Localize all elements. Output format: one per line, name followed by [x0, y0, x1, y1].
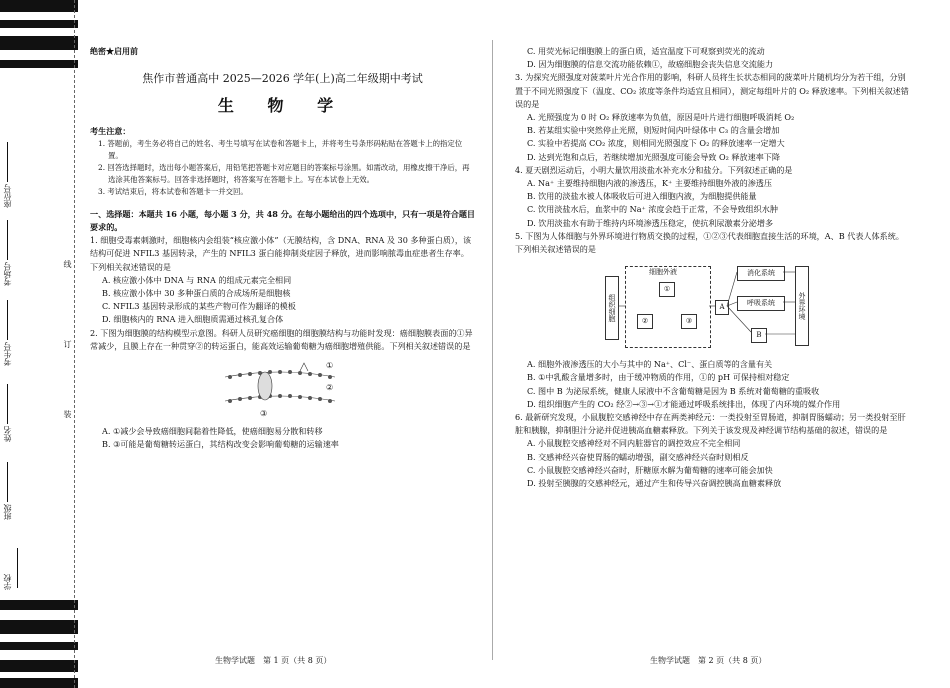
- option[interactable]: D. 投射至胰腺的交感神经元，通过产生和传导兴奋调控胰高血糖素释放: [527, 478, 782, 489]
- label-ecf: 细胞外液: [649, 268, 677, 277]
- option[interactable]: A. 核应激小体中 DNA 与 RNA 的组成元素完全相同: [102, 274, 292, 285]
- option[interactable]: D. 饮用淡盐水有助于维持内环境渗透压稳定，使抗利尿激素分泌增多: [527, 217, 774, 228]
- cut-mark-ding: 订: [63, 340, 72, 348]
- option[interactable]: B. 若某组实验中突然停止光照，则短时间内叶绿体中 C₃ 的含量会增加: [527, 125, 780, 136]
- option[interactable]: D. 细胞核内的 RNA 进入细胞质需通过核孔复合体: [102, 314, 284, 325]
- membrane-diagram: [220, 359, 340, 419]
- option[interactable]: B. ③可能是葡萄糖转运蛋白，其结构改变会影响葡萄糖的运输速率: [102, 439, 339, 450]
- exchange-diagram: [605, 262, 825, 352]
- label-3: ③: [260, 409, 268, 419]
- box-cell: 组织细胞: [605, 276, 619, 340]
- option[interactable]: A. 小鼠腹腔交感神经对不同内脏器官的调控效应不完全相同: [527, 438, 741, 449]
- footer-page-1: 生物学试题 第 1 页（共 8 页）: [215, 656, 332, 665]
- option[interactable]: B. 交感神经兴奋使胃肠的蠕动增强，副交感神经兴奋时则相反: [527, 451, 749, 462]
- column-separator: [492, 40, 493, 660]
- option[interactable]: C. NFIL3 基因转录形成的某些产物可作为翻译的模板: [102, 301, 296, 312]
- option[interactable]: A. ①减少会导致癌细胞间黏着性降低，使癌细胞易分散和转移: [102, 426, 323, 437]
- subject-title: 生 物 学: [217, 96, 348, 116]
- option[interactable]: B. ①中乳酸含量增多时，由于缓冲物质的作用，①的 pH 可保持相对稳定: [527, 372, 790, 383]
- box-2: ②: [637, 314, 653, 329]
- secret-label: 绝密★启用前: [90, 46, 138, 56]
- question-6: 6. 最新研究发现，小鼠腹腔交感神经中存在两类神经元：一类投射至胃肠道，抑制胃肠蠕动；另一类投射至肝脏和胰腺，抑制胆汁分泌并促进胰高血糖素释放。下列关于该发现及神经调节结构基础的叙述，错误的是: [515, 412, 906, 436]
- side-field-room[interactable]: 考场号: [2, 218, 62, 286]
- cut-mark-xian: 线: [63, 260, 72, 268]
- option[interactable]: B. 饮用的淡盐水被人体吸收后可进入细胞内液，为细胞提供能量: [527, 191, 757, 202]
- side-field-id[interactable]: 考生号: [2, 298, 62, 366]
- option[interactable]: C. 图中 B 为泌尿系统，健康人尿液中不含葡萄糖是因为 B 系统对葡萄糖的重吸收: [527, 385, 820, 396]
- box-resp: 呼吸系统: [737, 296, 785, 311]
- page-2: [515, 45, 910, 490]
- option[interactable]: C. 饮用淡盐水后，血浆中的 Na⁺ 浓度会趋于正常，不会导致组织水肿: [527, 204, 778, 215]
- box-a: A: [715, 300, 729, 315]
- box-3: ③: [681, 314, 697, 329]
- box-env: 外界环境: [795, 266, 809, 346]
- option[interactable]: C. 实验中若提高 CO₂ 浓度，则相同光照强度下 O₂ 的释放速率一定增大: [527, 138, 785, 149]
- student-info-fields: [2, 120, 62, 590]
- cut-mark-zhuang: 装: [63, 410, 72, 418]
- footer-page-2: 生物学试题 第 2 页（共 8 页）: [650, 656, 767, 665]
- box-digest: 消化系统: [737, 266, 785, 281]
- question-1: 1. 细胞受毒素刺激时，细胞核内会组装“核应激小体”（无膜结构，含 DNA、RNA 及 30 多种蛋白质），该结构可促进 NFIL3 基因转录，产生的 NFIL3 蛋白能抑制炎症因子释放，进而影响脓毒血症患者生存率。下列相关叙述错误的是: [90, 235, 472, 272]
- side-field-seat[interactable]: 座位号: [2, 140, 62, 208]
- option[interactable]: D. 组织细胞产生的 CO₂ 经②→③→①才能通过呼吸系统排出，体现了内环境的媒介作用: [527, 398, 841, 409]
- option[interactable]: B. 核应激小体中 30 多种蛋白质的合成场所是细胞核: [102, 288, 291, 299]
- option[interactable]: C. 用荧光标记细胞膜上的蛋白质，适宜温度下可观察到荧光的流动: [527, 46, 765, 56]
- notice-item: 3. 考试结束后，将本试卷和答题卡一并交回。: [98, 186, 248, 196]
- question-3: 3. 为探究光照强度对菠菜叶片光合作用的影响，科研人员将生长状态相同的菠菜叶片随机均分为若干组，分别置于不同光照强度下（温度、CO₂ 浓度等条件均适宜且相同），测定每组叶片的 O₂ 释放速率。下列相关叙述错误的是: [515, 72, 909, 109]
- side-field-name[interactable]: 姓名: [2, 382, 62, 442]
- notice-heading: 考生注意：: [90, 125, 131, 136]
- option[interactable]: C. 小鼠腹腔交感神经兴奋时，肝糖原水解为葡萄糖的速率可能会加快: [527, 464, 773, 475]
- question-4: 4. 夏天剧烈运动后，小明大量饮用淡盐水补充水分和盐分。下列叙述正确的是: [515, 164, 793, 175]
- notice-item: 2. 回答选择题时，选出每小题答案后，用铅笔把答题卡对应题目的答案标号涂黑。如需改动，用橡皮擦干净后，再选涂其他答案标号。回答非选择题时，将答案写在答题卡上。写在本试卷上无效。: [98, 162, 470, 184]
- box-b: B: [751, 328, 767, 343]
- option[interactable]: A. 细胞外液渗透压的大小与其中的 Na⁺、Cl⁻、蛋白质等的含量有关: [527, 359, 773, 370]
- option[interactable]: D. 因为细胞膜的信息交流功能依赖①，故癌细胞会丧失信息交流能力: [527, 59, 774, 70]
- option[interactable]: A. Na⁺ 主要维持细胞内液的渗透压，K⁺ 主要维持细胞外液的渗透压: [527, 178, 772, 189]
- cut-line: [74, 0, 75, 688]
- label-2: ②: [326, 383, 334, 393]
- section-heading: 一、选择题：本题共 16 小题，每小题 3 分，共 48 分。在每小题给出的四个选项中，只有一项是符合题目要求的。: [90, 208, 476, 233]
- side-field-school[interactable]: 学校: [2, 540, 62, 590]
- side-field-class[interactable]: 班级: [2, 460, 62, 520]
- option[interactable]: D. 达到光饱和点后，若继续增加光照强度可能会导致 O₂ 释放速率下降: [527, 151, 780, 162]
- label-1: ①: [326, 361, 334, 371]
- option[interactable]: A. 光照强度为 0 时 O₂ 释放速率为负值，原因是叶片进行细胞呼吸消耗 O₂: [527, 112, 795, 123]
- exam-title: 焦作市普通高中 2025—2026 学年(上)高二年级期中考试: [142, 72, 423, 86]
- page-1: [90, 45, 475, 451]
- notice-item: 1. 答题前，考生务必将自己的姓名、考生号填写在试卷和答题卡上，并将考生号条形码粘贴在答题卡上的指定位置。: [98, 138, 463, 160]
- question-2: 2. 下图为细胞膜的结构模型示意图。科研人员研究癌细胞的细胞膜结构与功能时发现：癌细胞膜表面的①异常减少，且膜上存在一种贯穿②的转运蛋白，能高效运输葡萄糖为癌细胞增殖供能。下列相关叙述错误的是: [90, 327, 473, 351]
- question-5: 5. 下图为人体细胞与外界环境进行物质交换的过程，①②③代表细胞直接生活的环境，A、B 代表人体系统。下列相关叙述错误的是: [515, 230, 904, 255]
- box-1: ①: [659, 282, 675, 297]
